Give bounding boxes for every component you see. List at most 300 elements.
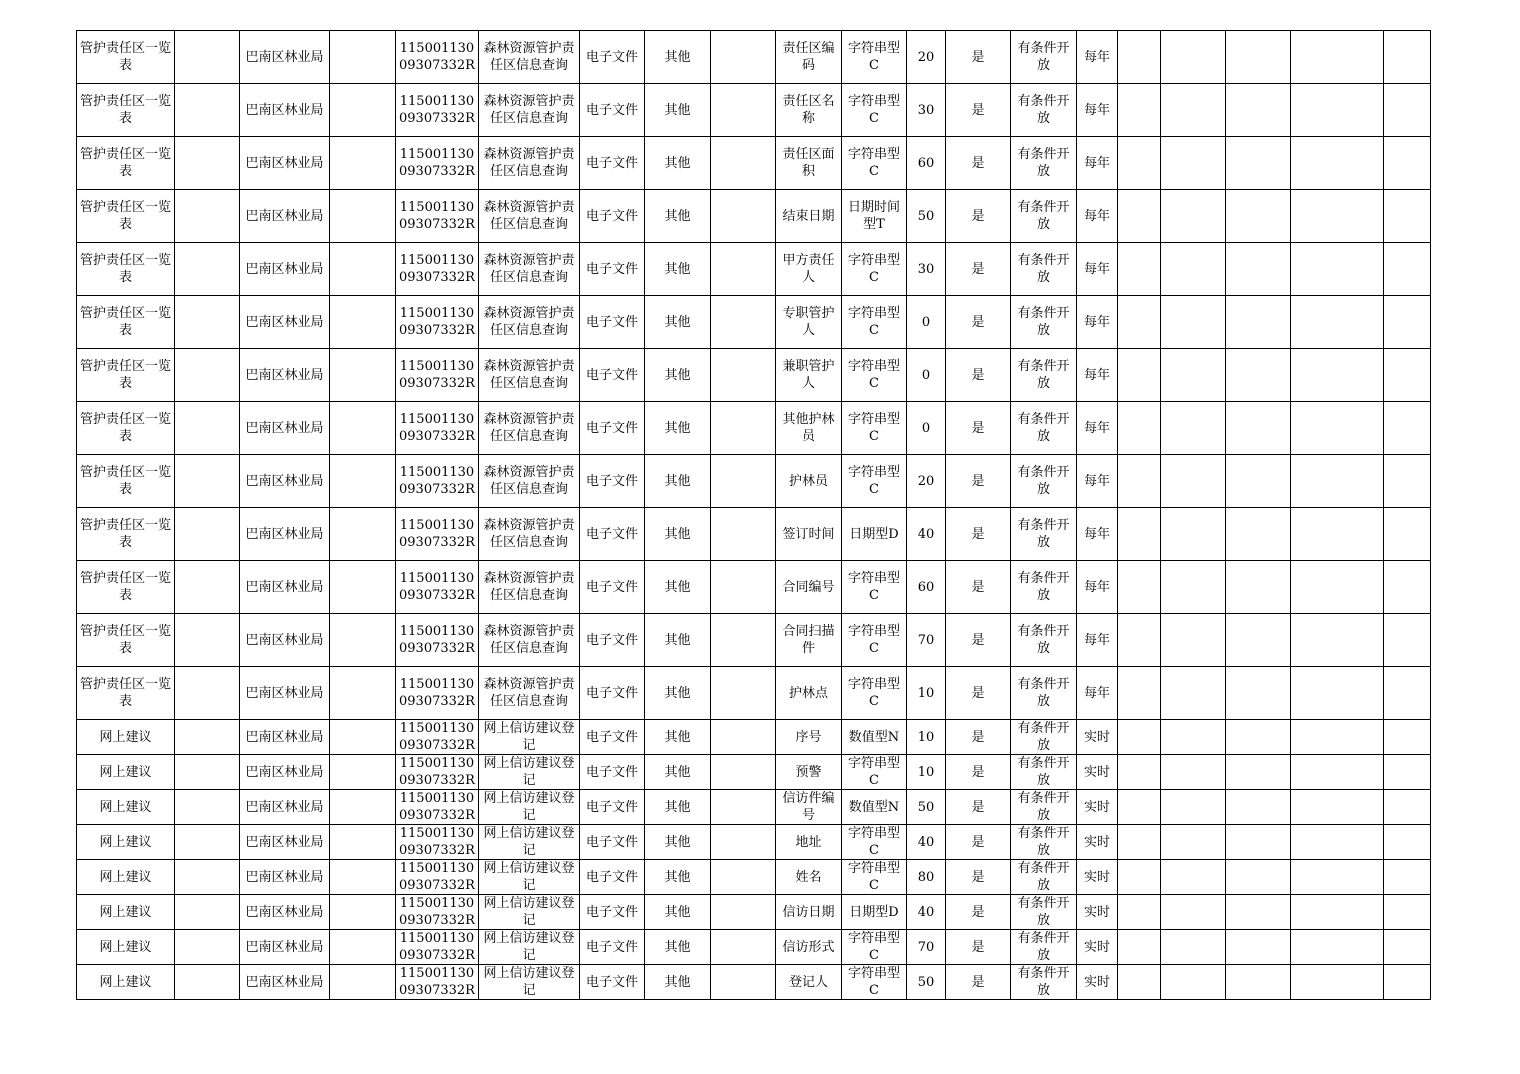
table-body bbox=[77, 31, 1431, 1000]
share-type-cell: 有条件开放 bbox=[1011, 561, 1077, 614]
blank-cell bbox=[175, 720, 240, 755]
resource-name-cell: 管护责任区一览表 bbox=[77, 296, 175, 349]
resource-name-cell: 网上建议 bbox=[77, 755, 175, 790]
length-cell: 20 bbox=[907, 455, 946, 508]
format-cell: 电子文件 bbox=[580, 402, 645, 455]
blank-cell bbox=[175, 349, 240, 402]
blank-cell bbox=[1384, 402, 1431, 455]
share-type-cell: 有条件开放 bbox=[1011, 402, 1077, 455]
blank-cell bbox=[711, 137, 776, 190]
system-name-cell: 网上信访建议登记 bbox=[479, 720, 580, 755]
update-frequency-cell: 实时 bbox=[1077, 965, 1118, 1000]
field-name-cell: 地址 bbox=[776, 825, 842, 860]
format-cell: 电子文件 bbox=[580, 825, 645, 860]
data-type-cell: 字符串型C bbox=[842, 667, 907, 720]
blank-cell bbox=[1384, 860, 1431, 895]
table-row bbox=[77, 31, 1431, 84]
update-frequency-cell: 每年 bbox=[1077, 614, 1118, 667]
blank-cell bbox=[1161, 930, 1226, 965]
department-cell: 巴南区林业局 bbox=[240, 243, 330, 296]
required-cell: 是 bbox=[946, 825, 1011, 860]
blank-cell bbox=[175, 667, 240, 720]
category-cell: 其他 bbox=[645, 137, 711, 190]
category-cell: 其他 bbox=[645, 965, 711, 1000]
category-cell: 其他 bbox=[645, 825, 711, 860]
blank-cell bbox=[175, 790, 240, 825]
length-cell: 0 bbox=[907, 402, 946, 455]
blank-cell bbox=[1161, 137, 1226, 190]
share-type-cell: 有条件开放 bbox=[1011, 790, 1077, 825]
blank-cell bbox=[175, 755, 240, 790]
table-row bbox=[77, 614, 1431, 667]
category-cell: 其他 bbox=[645, 402, 711, 455]
blank-cell bbox=[1118, 895, 1161, 930]
blank-cell bbox=[1118, 930, 1161, 965]
update-frequency-cell: 每年 bbox=[1077, 296, 1118, 349]
blank-cell bbox=[330, 614, 396, 667]
blank-cell bbox=[1118, 755, 1161, 790]
data-type-cell: 字符串型C bbox=[842, 31, 907, 84]
blank-cell bbox=[1291, 508, 1384, 561]
blank-cell bbox=[1226, 402, 1291, 455]
blank-cell bbox=[1161, 895, 1226, 930]
required-cell: 是 bbox=[946, 296, 1011, 349]
blank-cell bbox=[711, 930, 776, 965]
blank-cell bbox=[1226, 243, 1291, 296]
blank-cell bbox=[175, 455, 240, 508]
table-row bbox=[77, 137, 1431, 190]
category-cell: 其他 bbox=[645, 790, 711, 825]
resource-name-cell: 管护责任区一览表 bbox=[77, 667, 175, 720]
resource-name-cell: 网上建议 bbox=[77, 860, 175, 895]
format-cell: 电子文件 bbox=[580, 137, 645, 190]
resource-name-cell: 管护责任区一览表 bbox=[77, 243, 175, 296]
required-cell: 是 bbox=[946, 561, 1011, 614]
blank-cell bbox=[1118, 402, 1161, 455]
blank-cell bbox=[175, 561, 240, 614]
org-code-cell: 11500113009307332R bbox=[396, 243, 479, 296]
blank-cell bbox=[711, 508, 776, 561]
department-cell: 巴南区林业局 bbox=[240, 31, 330, 84]
blank-cell bbox=[711, 84, 776, 137]
share-type-cell: 有条件开放 bbox=[1011, 720, 1077, 755]
category-cell: 其他 bbox=[645, 561, 711, 614]
system-name-cell: 森林资源管护责任区信息查询 bbox=[479, 402, 580, 455]
blank-cell bbox=[1161, 243, 1226, 296]
data-type-cell: 字符串型C bbox=[842, 296, 907, 349]
format-cell: 电子文件 bbox=[580, 860, 645, 895]
blank-cell bbox=[1226, 508, 1291, 561]
share-type-cell: 有条件开放 bbox=[1011, 190, 1077, 243]
blank-cell bbox=[1291, 84, 1384, 137]
org-code-cell: 11500113009307332R bbox=[396, 790, 479, 825]
required-cell: 是 bbox=[946, 190, 1011, 243]
update-frequency-cell: 每年 bbox=[1077, 31, 1118, 84]
system-name-cell: 森林资源管护责任区信息查询 bbox=[479, 508, 580, 561]
data-type-cell: 字符串型C bbox=[842, 561, 907, 614]
update-frequency-cell: 每年 bbox=[1077, 243, 1118, 296]
required-cell: 是 bbox=[946, 720, 1011, 755]
field-name-cell: 护林点 bbox=[776, 667, 842, 720]
table-row bbox=[77, 296, 1431, 349]
length-cell: 30 bbox=[907, 84, 946, 137]
department-cell: 巴南区林业局 bbox=[240, 825, 330, 860]
format-cell: 电子文件 bbox=[580, 84, 645, 137]
table-row bbox=[77, 930, 1431, 965]
blank-cell bbox=[1384, 790, 1431, 825]
length-cell: 10 bbox=[907, 755, 946, 790]
org-code-cell: 11500113009307332R bbox=[396, 860, 479, 895]
required-cell: 是 bbox=[946, 895, 1011, 930]
blank-cell bbox=[1118, 243, 1161, 296]
category-cell: 其他 bbox=[645, 455, 711, 508]
blank-cell bbox=[175, 860, 240, 895]
length-cell: 10 bbox=[907, 667, 946, 720]
resource-name-cell: 管护责任区一览表 bbox=[77, 31, 175, 84]
blank-cell bbox=[1384, 349, 1431, 402]
blank-cell bbox=[1118, 667, 1161, 720]
resource-name-cell: 管护责任区一览表 bbox=[77, 137, 175, 190]
blank-cell bbox=[330, 508, 396, 561]
category-cell: 其他 bbox=[645, 31, 711, 84]
format-cell: 电子文件 bbox=[580, 243, 645, 296]
field-name-cell: 结束日期 bbox=[776, 190, 842, 243]
category-cell: 其他 bbox=[645, 84, 711, 137]
department-cell: 巴南区林业局 bbox=[240, 790, 330, 825]
required-cell: 是 bbox=[946, 137, 1011, 190]
resource-name-cell: 管护责任区一览表 bbox=[77, 508, 175, 561]
blank-cell bbox=[1291, 930, 1384, 965]
length-cell: 40 bbox=[907, 508, 946, 561]
resource-name-cell: 网上建议 bbox=[77, 825, 175, 860]
table-row bbox=[77, 790, 1431, 825]
update-frequency-cell: 实时 bbox=[1077, 790, 1118, 825]
table-row bbox=[77, 965, 1431, 1000]
system-name-cell: 森林资源管护责任区信息查询 bbox=[479, 561, 580, 614]
length-cell: 40 bbox=[907, 895, 946, 930]
blank-cell bbox=[1161, 667, 1226, 720]
format-cell: 电子文件 bbox=[580, 455, 645, 508]
field-name-cell: 责任区名称 bbox=[776, 84, 842, 137]
org-code-cell: 11500113009307332R bbox=[396, 137, 479, 190]
share-type-cell: 有条件开放 bbox=[1011, 825, 1077, 860]
data-type-cell: 字符串型C bbox=[842, 930, 907, 965]
blank-cell bbox=[175, 243, 240, 296]
blank-cell bbox=[330, 137, 396, 190]
blank-cell bbox=[1226, 790, 1291, 825]
org-code-cell: 11500113009307332R bbox=[396, 720, 479, 755]
org-code-cell: 11500113009307332R bbox=[396, 349, 479, 402]
system-name-cell: 森林资源管护责任区信息查询 bbox=[479, 455, 580, 508]
field-name-cell: 合同编号 bbox=[776, 561, 842, 614]
blank-cell bbox=[330, 667, 396, 720]
field-name-cell: 合同扫描件 bbox=[776, 614, 842, 667]
blank-cell bbox=[1118, 614, 1161, 667]
category-cell: 其他 bbox=[645, 860, 711, 895]
share-type-cell: 有条件开放 bbox=[1011, 965, 1077, 1000]
blank-cell bbox=[711, 790, 776, 825]
blank-cell bbox=[330, 190, 396, 243]
blank-cell bbox=[1161, 720, 1226, 755]
update-frequency-cell: 实时 bbox=[1077, 825, 1118, 860]
blank-cell bbox=[711, 825, 776, 860]
blank-cell bbox=[1291, 860, 1384, 895]
department-cell: 巴南区林业局 bbox=[240, 755, 330, 790]
category-cell: 其他 bbox=[645, 243, 711, 296]
required-cell: 是 bbox=[946, 31, 1011, 84]
blank-cell bbox=[175, 614, 240, 667]
org-code-cell: 11500113009307332R bbox=[396, 895, 479, 930]
update-frequency-cell: 实时 bbox=[1077, 755, 1118, 790]
system-name-cell: 森林资源管护责任区信息查询 bbox=[479, 190, 580, 243]
category-cell: 其他 bbox=[645, 508, 711, 561]
blank-cell bbox=[1384, 965, 1431, 1000]
system-name-cell: 网上信访建议登记 bbox=[479, 965, 580, 1000]
system-name-cell: 网上信访建议登记 bbox=[479, 825, 580, 860]
blank-cell bbox=[1226, 614, 1291, 667]
format-cell: 电子文件 bbox=[580, 667, 645, 720]
blank-cell bbox=[330, 860, 396, 895]
blank-cell bbox=[1161, 755, 1226, 790]
required-cell: 是 bbox=[946, 860, 1011, 895]
length-cell: 50 bbox=[907, 965, 946, 1000]
blank-cell bbox=[1226, 84, 1291, 137]
resource-name-cell: 管护责任区一览表 bbox=[77, 614, 175, 667]
blank-cell bbox=[711, 860, 776, 895]
blank-cell bbox=[330, 296, 396, 349]
blank-cell bbox=[1291, 190, 1384, 243]
blank-cell bbox=[1118, 508, 1161, 561]
blank-cell bbox=[1384, 31, 1431, 84]
length-cell: 20 bbox=[907, 31, 946, 84]
share-type-cell: 有条件开放 bbox=[1011, 243, 1077, 296]
format-cell: 电子文件 bbox=[580, 31, 645, 84]
system-name-cell: 森林资源管护责任区信息查询 bbox=[479, 243, 580, 296]
blank-cell bbox=[711, 895, 776, 930]
format-cell: 电子文件 bbox=[580, 720, 645, 755]
blank-cell bbox=[1226, 190, 1291, 243]
format-cell: 电子文件 bbox=[580, 561, 645, 614]
blank-cell bbox=[330, 895, 396, 930]
field-name-cell: 护林员 bbox=[776, 455, 842, 508]
share-type-cell: 有条件开放 bbox=[1011, 31, 1077, 84]
department-cell: 巴南区林业局 bbox=[240, 455, 330, 508]
data-type-cell: 字符串型C bbox=[842, 402, 907, 455]
blank-cell bbox=[1161, 965, 1226, 1000]
blank-cell bbox=[1118, 137, 1161, 190]
length-cell: 30 bbox=[907, 243, 946, 296]
blank-cell bbox=[1384, 755, 1431, 790]
blank-cell bbox=[1118, 561, 1161, 614]
blank-cell bbox=[175, 190, 240, 243]
table-row bbox=[77, 720, 1431, 755]
format-cell: 电子文件 bbox=[580, 790, 645, 825]
update-frequency-cell: 每年 bbox=[1077, 84, 1118, 137]
share-type-cell: 有条件开放 bbox=[1011, 930, 1077, 965]
blank-cell bbox=[1226, 895, 1291, 930]
blank-cell bbox=[711, 31, 776, 84]
field-name-cell: 信访形式 bbox=[776, 930, 842, 965]
blank-cell bbox=[1384, 930, 1431, 965]
blank-cell bbox=[1118, 349, 1161, 402]
blank-cell bbox=[1161, 296, 1226, 349]
resource-name-cell: 网上建议 bbox=[77, 895, 175, 930]
blank-cell bbox=[175, 825, 240, 860]
blank-cell bbox=[1291, 895, 1384, 930]
system-name-cell: 网上信访建议登记 bbox=[479, 895, 580, 930]
blank-cell bbox=[330, 561, 396, 614]
blank-cell bbox=[1118, 84, 1161, 137]
length-cell: 80 bbox=[907, 860, 946, 895]
blank-cell bbox=[1291, 31, 1384, 84]
org-code-cell: 11500113009307332R bbox=[396, 31, 479, 84]
share-type-cell: 有条件开放 bbox=[1011, 455, 1077, 508]
blank-cell bbox=[1161, 790, 1226, 825]
blank-cell bbox=[1291, 243, 1384, 296]
blank-cell bbox=[1161, 860, 1226, 895]
field-name-cell: 信访日期 bbox=[776, 895, 842, 930]
blank-cell bbox=[1226, 561, 1291, 614]
blank-cell bbox=[1118, 190, 1161, 243]
blank-cell bbox=[1291, 720, 1384, 755]
department-cell: 巴南区林业局 bbox=[240, 190, 330, 243]
blank-cell bbox=[330, 455, 396, 508]
share-type-cell: 有条件开放 bbox=[1011, 84, 1077, 137]
department-cell: 巴南区林业局 bbox=[240, 930, 330, 965]
data-type-cell: 字符串型C bbox=[842, 825, 907, 860]
data-type-cell: 日期型D bbox=[842, 508, 907, 561]
format-cell: 电子文件 bbox=[580, 895, 645, 930]
org-code-cell: 11500113009307332R bbox=[396, 614, 479, 667]
format-cell: 电子文件 bbox=[580, 190, 645, 243]
blank-cell bbox=[1161, 508, 1226, 561]
blank-cell bbox=[330, 790, 396, 825]
field-name-cell: 兼职管护人 bbox=[776, 349, 842, 402]
blank-cell bbox=[330, 930, 396, 965]
field-name-cell: 序号 bbox=[776, 720, 842, 755]
resource-catalog-table bbox=[76, 30, 1431, 1000]
blank-cell bbox=[711, 296, 776, 349]
blank-cell bbox=[1291, 561, 1384, 614]
required-cell: 是 bbox=[946, 349, 1011, 402]
blank-cell bbox=[711, 755, 776, 790]
blank-cell bbox=[1226, 137, 1291, 190]
field-name-cell: 其他护林员 bbox=[776, 402, 842, 455]
share-type-cell: 有条件开放 bbox=[1011, 614, 1077, 667]
blank-cell bbox=[1384, 455, 1431, 508]
system-name-cell: 森林资源管护责任区信息查询 bbox=[479, 137, 580, 190]
blank-cell bbox=[330, 720, 396, 755]
blank-cell bbox=[1118, 860, 1161, 895]
table-row bbox=[77, 860, 1431, 895]
blank-cell bbox=[175, 137, 240, 190]
update-frequency-cell: 每年 bbox=[1077, 402, 1118, 455]
resource-name-cell: 网上建议 bbox=[77, 790, 175, 825]
department-cell: 巴南区林业局 bbox=[240, 402, 330, 455]
blank-cell bbox=[175, 296, 240, 349]
blank-cell bbox=[1384, 508, 1431, 561]
table-row bbox=[77, 561, 1431, 614]
required-cell: 是 bbox=[946, 84, 1011, 137]
blank-cell bbox=[1161, 825, 1226, 860]
blank-cell bbox=[1384, 84, 1431, 137]
blank-cell bbox=[1226, 349, 1291, 402]
update-frequency-cell: 每年 bbox=[1077, 349, 1118, 402]
category-cell: 其他 bbox=[645, 930, 711, 965]
org-code-cell: 11500113009307332R bbox=[396, 825, 479, 860]
org-code-cell: 11500113009307332R bbox=[396, 84, 479, 137]
blank-cell bbox=[1291, 296, 1384, 349]
blank-cell bbox=[1161, 402, 1226, 455]
table-row bbox=[77, 349, 1431, 402]
org-code-cell: 11500113009307332R bbox=[396, 930, 479, 965]
required-cell: 是 bbox=[946, 755, 1011, 790]
blank-cell bbox=[1291, 790, 1384, 825]
blank-cell bbox=[330, 349, 396, 402]
update-frequency-cell: 实时 bbox=[1077, 720, 1118, 755]
field-name-cell: 专职管护人 bbox=[776, 296, 842, 349]
table-row bbox=[77, 825, 1431, 860]
blank-cell bbox=[175, 31, 240, 84]
blank-cell bbox=[1118, 720, 1161, 755]
org-code-cell: 11500113009307332R bbox=[396, 296, 479, 349]
share-type-cell: 有条件开放 bbox=[1011, 137, 1077, 190]
update-frequency-cell: 每年 bbox=[1077, 508, 1118, 561]
table-row bbox=[77, 755, 1431, 790]
blank-cell bbox=[330, 755, 396, 790]
blank-cell bbox=[1226, 31, 1291, 84]
blank-cell bbox=[1226, 720, 1291, 755]
blank-cell bbox=[1384, 190, 1431, 243]
length-cell: 60 bbox=[907, 561, 946, 614]
length-cell: 0 bbox=[907, 349, 946, 402]
required-cell: 是 bbox=[946, 614, 1011, 667]
share-type-cell: 有条件开放 bbox=[1011, 296, 1077, 349]
blank-cell bbox=[1118, 825, 1161, 860]
blank-cell bbox=[1161, 614, 1226, 667]
field-name-cell: 责任区编码 bbox=[776, 31, 842, 84]
update-frequency-cell: 实时 bbox=[1077, 895, 1118, 930]
data-type-cell: 字符串型C bbox=[842, 755, 907, 790]
org-code-cell: 11500113009307332R bbox=[396, 455, 479, 508]
blank-cell bbox=[1161, 349, 1226, 402]
blank-cell bbox=[1226, 755, 1291, 790]
blank-cell bbox=[1291, 349, 1384, 402]
blank-cell bbox=[1384, 895, 1431, 930]
resource-name-cell: 管护责任区一览表 bbox=[77, 455, 175, 508]
org-code-cell: 11500113009307332R bbox=[396, 965, 479, 1000]
blank-cell bbox=[711, 402, 776, 455]
required-cell: 是 bbox=[946, 667, 1011, 720]
length-cell: 10 bbox=[907, 720, 946, 755]
data-type-cell: 日期型D bbox=[842, 895, 907, 930]
system-name-cell: 森林资源管护责任区信息查询 bbox=[479, 667, 580, 720]
length-cell: 60 bbox=[907, 137, 946, 190]
blank-cell bbox=[175, 84, 240, 137]
blank-cell bbox=[175, 930, 240, 965]
data-type-cell: 数值型N bbox=[842, 720, 907, 755]
blank-cell bbox=[1384, 137, 1431, 190]
blank-cell bbox=[1384, 243, 1431, 296]
format-cell: 电子文件 bbox=[580, 755, 645, 790]
blank-cell bbox=[330, 825, 396, 860]
org-code-cell: 11500113009307332R bbox=[396, 561, 479, 614]
blank-cell bbox=[330, 84, 396, 137]
blank-cell bbox=[1384, 614, 1431, 667]
table-row bbox=[77, 402, 1431, 455]
blank-cell bbox=[330, 965, 396, 1000]
required-cell: 是 bbox=[946, 930, 1011, 965]
